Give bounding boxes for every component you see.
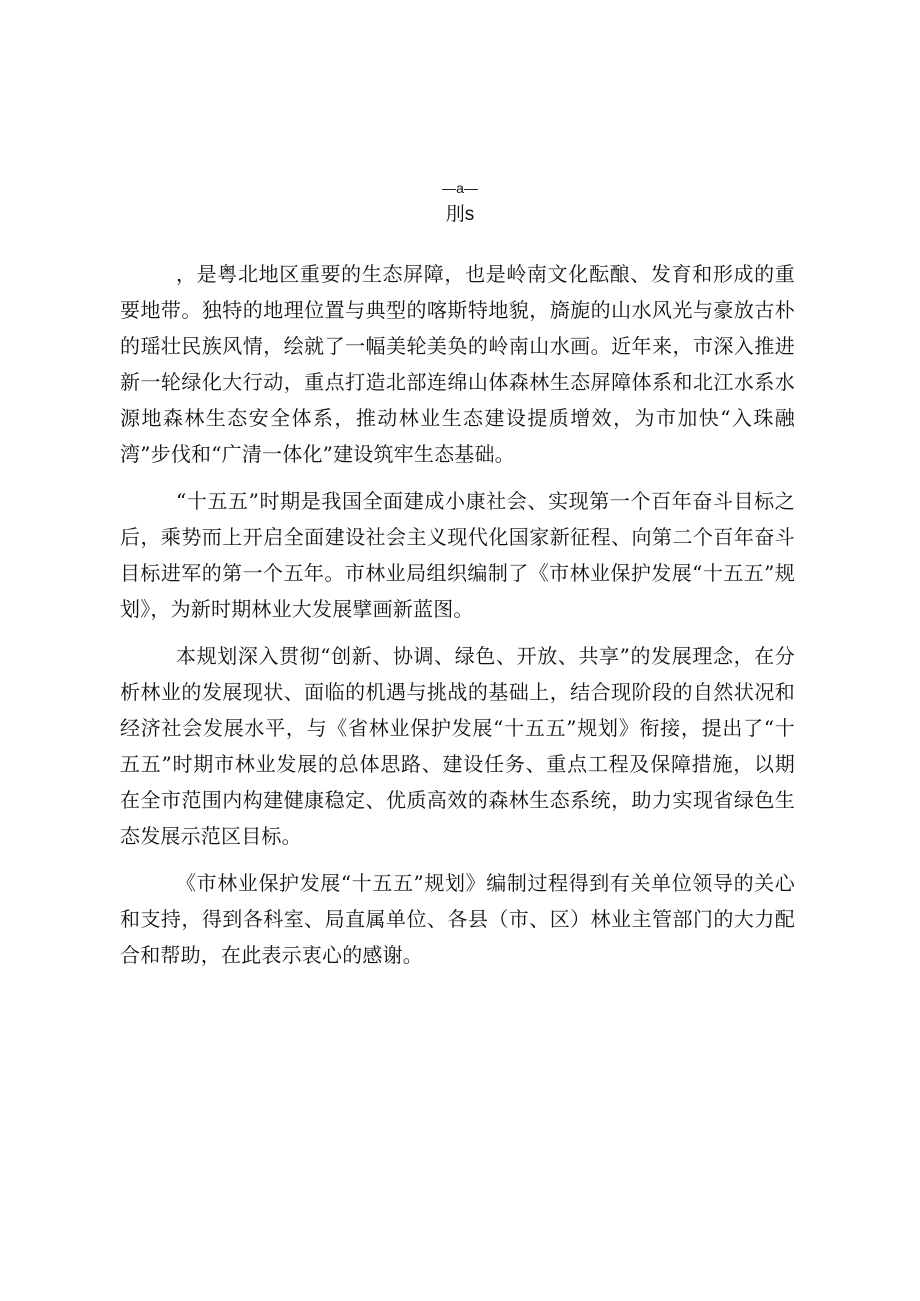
paragraph-plan: 本规划深入贯彻“创新、协调、绿色、开放、共享”的发展理念，在分析林业的发展现状、面临的机遇与挑战的基础上，结合现阶段的自然状况和经济社会发展水平，与《省林业保护发展“十五五”规划》衔接，提出了“十五五”时期市林业发展的总体思路、建设任务、重点工程及保障措施，以期在全市范围内构建健康稳定、优质高效的森林生态系统，助力实现省绿色生态发展示范区目标。 xyxy=(120,644,795,848)
page-title: 刖s xyxy=(445,204,475,225)
paragraph-period: “十五五”时期是我国全面建成小康社会、实现第一个百年奋斗目标之后，乘势而上开启全面建设社会主义现代化国家新征程、向第二个百年奋斗目标进军的第一个五年。市林业局组织编制了《市林业保护发展“十五五”规划》，为新时期林业大发展擘画新蓝图。 xyxy=(120,489,795,621)
paragraph-acknowledgement: 《市林业保护发展“十五五”规划》编制过程得到有关单位领导的关心和支持，得到各科室、局直属单位、各县（市、区）林业主管部门的大力配合和帮助，在此表示衷心的感谢。 xyxy=(120,871,795,967)
document-body xyxy=(120,256,795,984)
paragraph-intro: ，是粤北地区重要的生态屏障，也是岭南文化酝酿、发育和形成的重要地带。独特的地理位置与典型的喀斯特地貌，旖旎的山水风光与豪放古朴的瑶壮民族风情，绘就了一幅美轮美奂的岭南山水画。近年来，市深入推进新一轮绿化大行动，重点打造北部连绵山体森林生态屏障体系和北江水系水源地森林生态安全体系，推动林业生态建设提质增效，为市加快“入珠融湾”步伐和“广清一体化”建设筑牢生态基础。 xyxy=(120,262,795,466)
heading-ornament: —a— xyxy=(442,180,478,196)
